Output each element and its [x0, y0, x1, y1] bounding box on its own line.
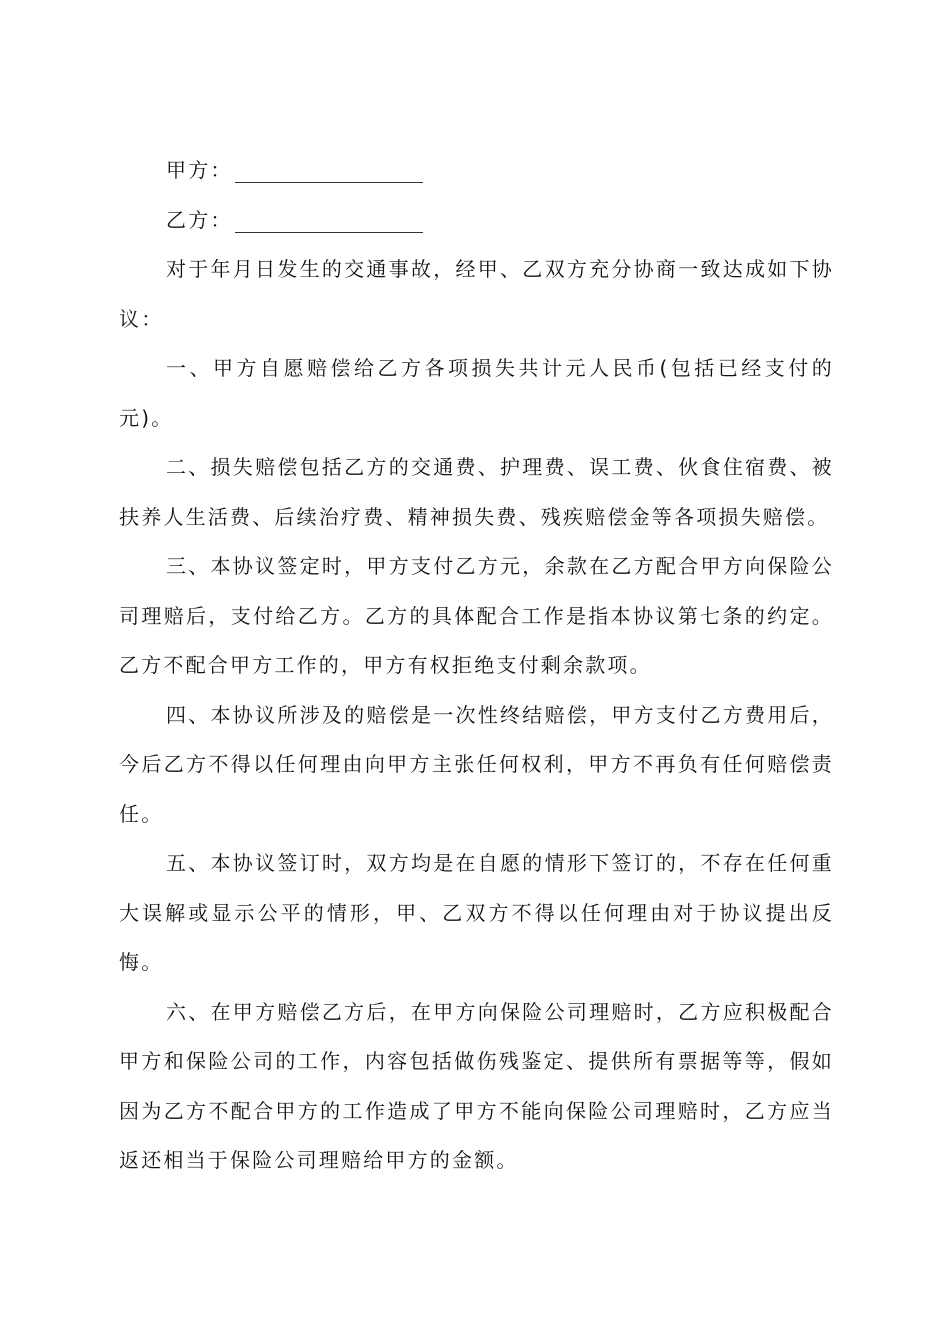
party-b-line	[119, 196, 834, 246]
clause-1: 一、甲方自愿赔偿给乙方各项损失共计元人民币(包括已经支付的元)。	[119, 356, 834, 430]
party-a-line	[119, 146, 834, 196]
agreement-body	[119, 146, 834, 1186]
clause-6: 六、在甲方赔偿乙方后，在甲方向保险公司理赔时，乙方应积极配合甲方和保险公司的工作，内容包括做伤残鉴定、提供所有票据等等，假如因为乙方不配合甲方的工作造成了甲方不能向保险公司理赔时，乙方应当返还相当于保险公司理赔给甲方的金额。	[119, 999, 834, 1172]
party-a-label: 甲方：	[166, 158, 233, 182]
clause-5: 五、本协议签订时，双方均是在自愿的情形下签订的，不存在任何重大误解或显示公平的情形，甲、乙双方不得以任何理由对于协议提出反悔。	[119, 851, 834, 974]
clause-2: 二、损失赔偿包括乙方的交通费、护理费、误工费、伙食住宿费、被扶养人生活费、后续治疗费、精神损失费、残疾赔偿金等各项损失赔偿。	[119, 455, 834, 529]
party-b-blank	[235, 210, 423, 233]
party-a-blank	[235, 160, 423, 183]
party-b-label: 乙方：	[166, 207, 233, 232]
intro-paragraph: 对于年月日发生的交通事故，经甲、乙双方充分协商一致达成如下协议：	[119, 257, 834, 331]
clause-3: 三、本协议签定时，甲方支付乙方元，余款在乙方配合甲方向保险公司理赔后，支付给乙方。乙方的具体配合工作是指本协议第七条的约定。乙方不配合甲方工作的，甲方有权拒绝支付剩余款项。	[119, 554, 834, 677]
clause-4: 四、本协议所涉及的赔偿是一次性终结赔偿，甲方支付乙方费用后，今后乙方不得以任何理由向甲方主张任何权利，甲方不再负有任何赔偿责任。	[119, 702, 834, 826]
